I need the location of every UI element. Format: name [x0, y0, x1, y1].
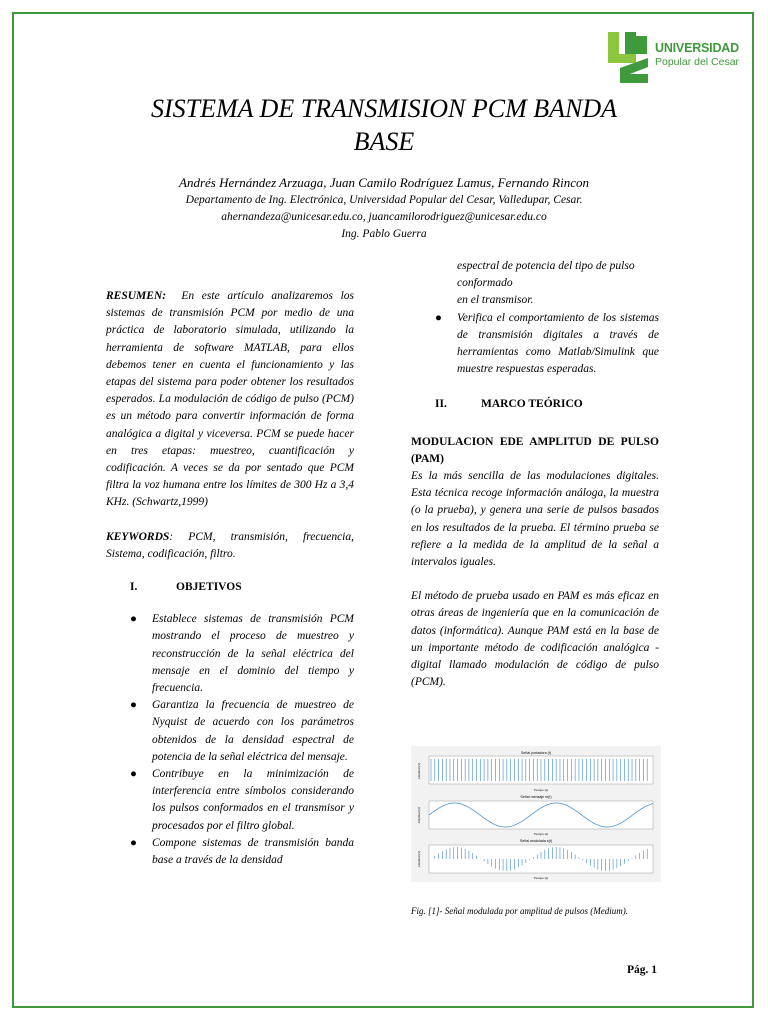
pam-figure	[411, 746, 661, 882]
abstract	[106, 288, 354, 512]
objectives-list	[106, 611, 354, 869]
author-emails: ahernandeza@unicesar.edu.co, juancamilorodriguez@unicesar.edu.co	[221, 211, 547, 223]
logo-emblem-icon	[608, 30, 652, 84]
subplot-title-2: Señal mensaje m(t)	[520, 795, 552, 799]
keywords-text: : PCM, transmisión, frecuencia, Sistema, codificación, filtro.	[106, 530, 354, 560]
bullet-icon: ●	[130, 836, 137, 849]
list-item: ● Contribuye en la minimización de interferencia entre símbolos considerando los pulsos conformados en el transmisor y procesados por el filtro global.	[130, 768, 354, 832]
page-number: Pág. 1	[627, 964, 658, 976]
keywords-label: KEYWORDS	[106, 530, 170, 543]
y-axis-label-3: Amplitud (V)	[417, 850, 421, 868]
section-heading-objetivos	[130, 579, 354, 596]
abstract-text: En este artículo analizaremos los sistemas de transmisión PCM por medio de una práctica de laboratorio simulada, utilizando la herramienta de software MATLAB, para ellos debemos tener en cuenta el funcionamiento y las etapas del sistema para poder obtener los resultados esperados. La modulación de código de pulso (PCM) es un método para convertir información de forma analógica a digital y viceversa. PCM se puede hacer en tres etapas: muestreo, cuantificación y codificación. A veces se da por sentado que PCM filtra la voz humana entre los límites de 300 Hz a 3,4 KHz. (Schwartz,1999)	[106, 290, 354, 509]
bullet-icon: ●	[130, 768, 137, 781]
pam-plot	[411, 746, 661, 882]
bullet-icon: ●	[130, 613, 137, 626]
section-number: II.	[435, 398, 447, 411]
abstract-label: RESUMEN:	[106, 290, 167, 302]
university-logo	[608, 30, 748, 84]
list-item: ● Establece sistemas de transmisión PCM mostrando el proceso de muestreo y reconstrucción de la señal eléctrica del mensaje en el dominio del tiempo y frecuencia.	[130, 613, 354, 695]
authors: Andrés Hernández Arzuaga, Juan Camilo Rodríguez Lamus, Fernando Rincon	[179, 175, 589, 190]
pam-heading: MODULACION EDE AMPLITUD DE PULSO (PAM)	[411, 435, 659, 465]
subplot-axes-2	[429, 801, 653, 829]
figure-caption: Fig. [1]- Señal modulada por amplitud de pulsos (Medium).	[411, 906, 628, 916]
right-column	[411, 258, 659, 691]
logo-subtitle: Popular del Cesar	[655, 56, 740, 68]
paper-title: SISTEMA DE TRANSMISION PCM BANDA BASE	[150, 94, 618, 156]
subplot-title-3: Señal modulada s(t)	[519, 839, 553, 843]
bullet-icon: ●	[130, 699, 137, 712]
objectives-list-cont	[411, 310, 659, 379]
list-item: ● Garantiza la frecuencia de muestreo de Nyquist de acuerdo con los parámetros obtenidos de la densidad espectral de potencia de la señal eléctrica del mensaje.	[130, 699, 354, 763]
y-axis-label-1: Amplitud (V)	[417, 762, 421, 780]
pam-paragraph-2: El método de prueba usado en PAM es más eficaz en otras áreas de ingeniería que en la comunicación de datos (informática). Aunque PAM está en la base de un importante método de codificación analógica - digital llamado modulación de código de pulso (PCM).	[411, 590, 659, 689]
logo-name: UNIVERSIDAD	[655, 41, 739, 55]
bullet-continuation: espectral de potencia del tipo de pulso conformado en el transmisor.	[457, 260, 635, 307]
keywords	[106, 529, 354, 563]
pam-paragraph-1: Es la más sencilla de las modulaciones digitales. Esta técnica recoge información análoga, la muestra (o la prueba), y genera una serie de pulsos basados en los resultados de la prueba. El término prueba se refiere a la medida de la amplitud de la señal a intervalos iguales.	[411, 470, 659, 569]
section-heading-marco-teorico	[435, 396, 659, 413]
subplot-title-1: Señal portadora (t)	[521, 751, 551, 755]
x-axis-label-3: Tiempo (s)	[533, 876, 549, 880]
list-item: ● Compone sistemas de transmisión banda base a través de la densidad	[130, 836, 354, 867]
x-axis-label-2: Tiempo (s)	[533, 832, 549, 836]
left-column	[106, 288, 354, 869]
x-axis-label-1: Tiempo (s)	[533, 788, 549, 792]
advisor: Ing. Pablo Guerra	[341, 228, 427, 240]
list-item: ● Verifica el comportamiento de los sistemas de transmisión digitales a través de herramientas como Matlab/Simulink que muestre respuestas esperadas.	[435, 311, 659, 376]
section-number: I.	[130, 581, 138, 594]
section-title: MARCO TEÓRICO	[481, 398, 583, 411]
bullet-icon: ●	[435, 311, 442, 324]
affiliation: Departamento de Ing. Electrónica, Universidad Popular del Cesar, Valledupar, Cesar.	[185, 194, 583, 206]
section-title: OBJETIVOS	[176, 581, 242, 594]
y-axis-label-2: Amplitud (V)	[417, 806, 421, 824]
